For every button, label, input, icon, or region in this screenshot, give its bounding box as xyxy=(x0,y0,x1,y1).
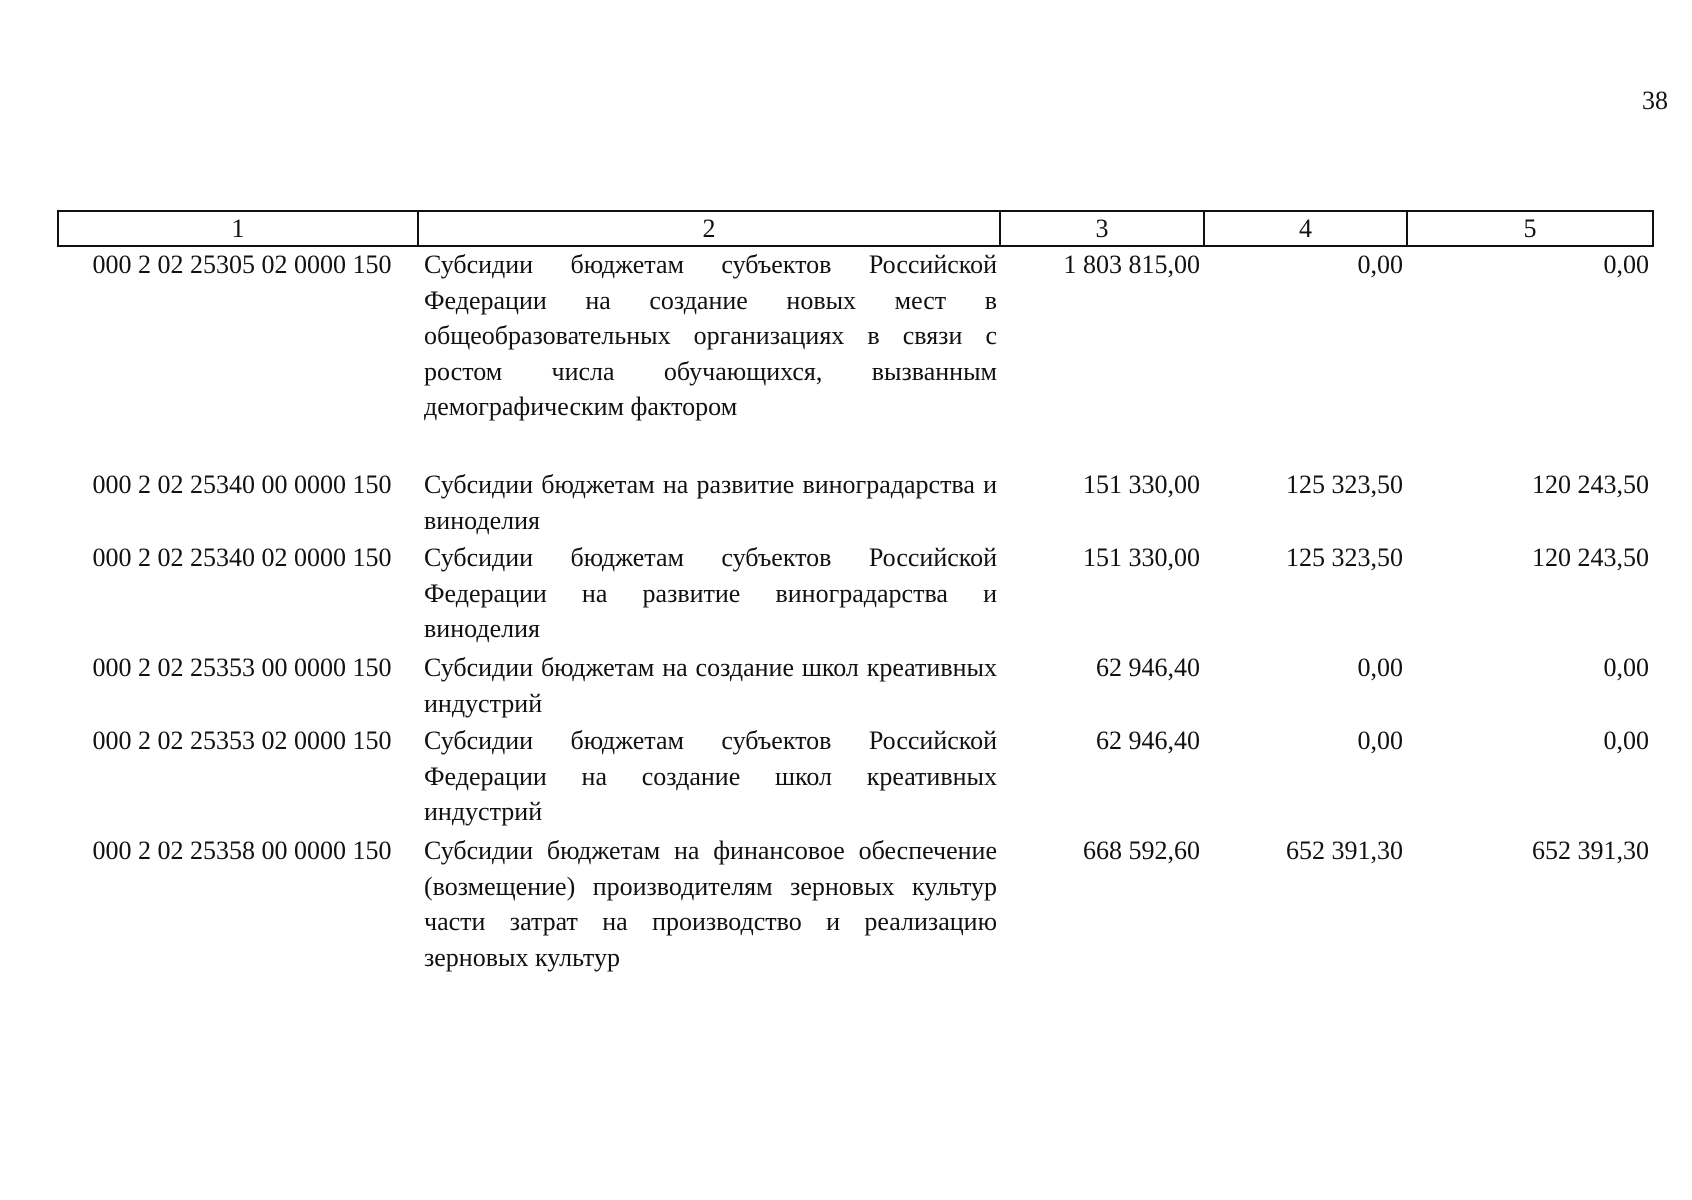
table-row xyxy=(58,540,1653,650)
amount-col4: 0,00 xyxy=(1357,726,1403,755)
amount-col5: 120 243,50 xyxy=(1532,543,1649,572)
budget-code: 000 2 02 25340 00 0000 150 xyxy=(92,470,392,499)
table-row xyxy=(58,650,1653,723)
amount-col3: 1 803 815,00 xyxy=(1063,250,1200,279)
budget-code: 000 2 02 25305 02 0000 150 xyxy=(92,250,392,279)
page-number: 38 xyxy=(1642,86,1668,115)
revenue-description: Субсидии бюджетам субъектов Российской Федерации на создание новых мест в общеобразовательных организациях в связи с ростом числа обучающихся, вызванным демографическим фактором xyxy=(424,250,997,421)
amount-col5: 0,00 xyxy=(1603,250,1649,279)
amount-col4: 125 323,50 xyxy=(1286,543,1403,572)
revenue-description: Субсидии бюджетам субъектов Российской Федерации на развитие виноградарства и виноделия xyxy=(424,543,997,643)
budget-code: 000 2 02 25358 00 0000 150 xyxy=(92,836,392,865)
amount-col5: 652 391,30 xyxy=(1532,836,1649,865)
revenue-description: Субсидии бюджетам субъектов Российской Федерации на создание школ креативных индустрий xyxy=(424,726,997,826)
budget-code: 000 2 02 25353 00 0000 150 xyxy=(92,653,392,682)
amount-col4: 0,00 xyxy=(1357,250,1403,279)
amount-col5: 0,00 xyxy=(1603,726,1649,755)
table-body xyxy=(58,246,1653,978)
revenue-description: Субсидии бюджетам на создание школ креативных индустрий xyxy=(424,653,997,718)
amount-col5: 0,00 xyxy=(1603,653,1649,682)
column-header-1: 1 xyxy=(58,211,418,246)
table-header xyxy=(58,211,1653,246)
amount-col3: 62 946,40 xyxy=(1096,726,1200,755)
amount-col4: 125 323,50 xyxy=(1286,470,1403,499)
table-row xyxy=(58,467,1653,540)
amount-col3: 151 330,00 xyxy=(1083,470,1200,499)
table-row xyxy=(58,833,1653,978)
header-row xyxy=(58,211,1653,246)
table-row xyxy=(58,723,1653,833)
column-header-5: 5 xyxy=(1407,211,1653,246)
amount-col3: 62 946,40 xyxy=(1096,653,1200,682)
amount-col3: 668 592,60 xyxy=(1083,836,1200,865)
amount-col4: 652 391,30 xyxy=(1286,836,1403,865)
budget-code: 000 2 02 25353 02 0000 150 xyxy=(92,726,392,755)
amount-col5: 120 243,50 xyxy=(1532,470,1649,499)
column-header-2: 2 xyxy=(418,211,1000,246)
column-header-4: 4 xyxy=(1204,211,1407,246)
budget-table xyxy=(57,210,1654,978)
table-row xyxy=(58,246,1653,467)
budget-code: 000 2 02 25340 02 0000 150 xyxy=(92,543,392,572)
revenue-description: Субсидии бюджетам на развитие виноградарства и виноделия xyxy=(424,470,997,535)
column-header-3: 3 xyxy=(1000,211,1204,246)
amount-col4: 0,00 xyxy=(1357,653,1403,682)
amount-col3: 151 330,00 xyxy=(1083,543,1200,572)
revenue-description: Субсидии бюджетам на финансовое обеспечение (возмещение) производителям зерновых культур части затрат на производство и реализацию зерновых культур xyxy=(424,836,997,972)
